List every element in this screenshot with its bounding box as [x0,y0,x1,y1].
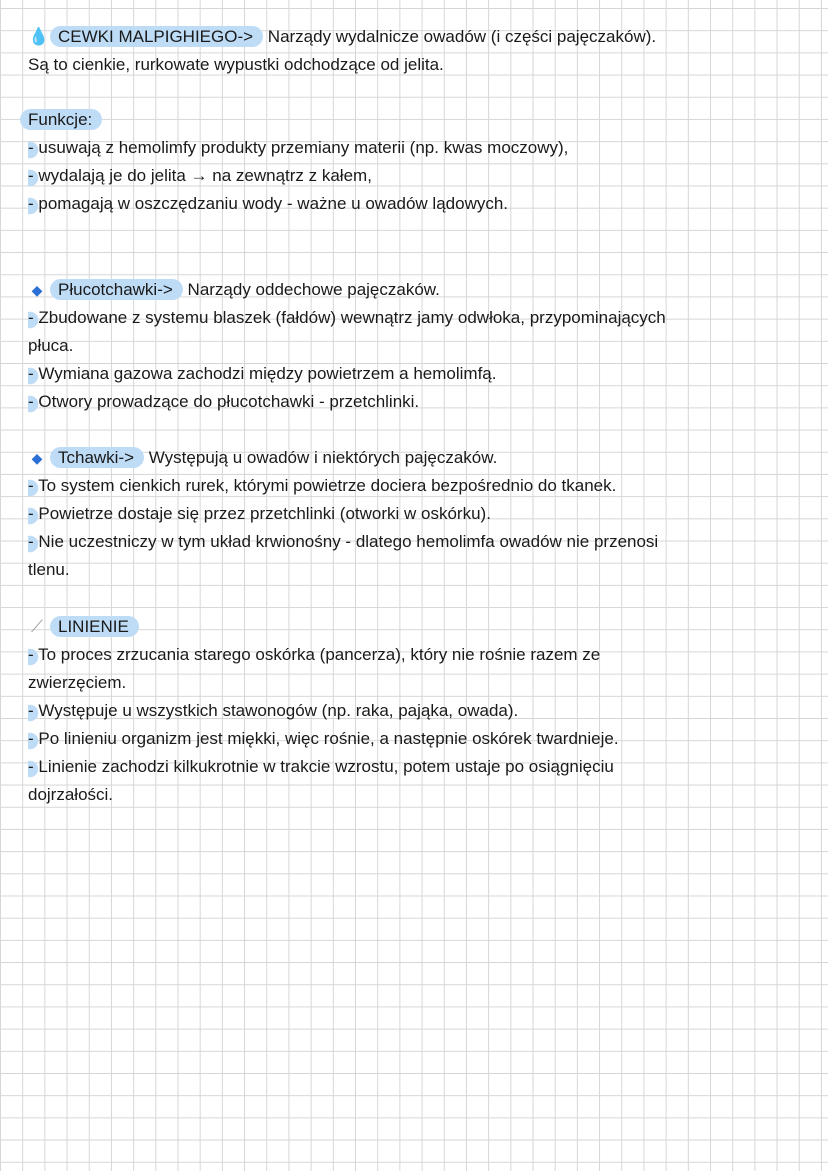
heading-highlight: LINIENIE [50,616,139,637]
text-line: Są to cienkie, rurkowate wypustki odchodzące od jelita. [28,55,444,74]
list-item-cont: zwierzęciem. [28,673,127,692]
subheading-funkcje [20,106,828,134]
list-item-cont: tlenu. [28,560,70,579]
heading-desc: Narządy wydalnicze owadów (i części pajęczaków). [263,27,657,46]
list-item: - Występuje u wszystkich stawonogów (np. raka, pająka, owada). [28,697,828,725]
diamond-icon: ◆ [31,282,43,298]
list-item: - Nie uczestniczy w tym układ krwionośny - dlatego hemolimfa owadów nie przenosi [28,528,828,556]
heading-cewki [28,23,828,51]
list-item: - wydalają je do jelita → na zewnątrz z kałem, [28,162,828,190]
list-item: - Po linieniu organizm jest miękki, więc rośnie, a następnie oskórek twardnieje. [28,725,828,753]
list-item: - usuwają z hemolimfy produkty przemiany materii (np. kwas moczowy), [28,134,828,162]
diamond-icon: ◆ [31,450,43,466]
heading-tchawki [28,444,828,472]
note-page [0,23,828,809]
list-item-cont: płuca. [28,336,74,355]
heading-highlight: Płucotchawki-> [50,279,183,300]
heading-plucotchawki [28,276,828,304]
heading-desc: Występują u owadów i niektórych pajęczaków. [144,448,498,467]
list-item: - Linienie zachodzi kilkukrotnie w trakcie wzrostu, potem ustaje po osiągnięciu [28,753,828,781]
list-item-cont: dojrzałości. [28,785,114,804]
list-item: - Wymiana gazowa zachodzi między powietrzem a hemolimfą. [28,360,828,388]
list-item: - To proces zrzucania starego oskórka (pancerza), który nie rośnie razem ze [28,641,828,669]
list-item: - Otwory prowadzące do płucotchawki - przetchlinki. [28,388,828,416]
list-item: - Zbudowane z systemu blaszek (fałdów) wewnątrz jamy odwłoka, przypominających [28,304,828,332]
heading-highlight: CEWKI MALPIGHIEGO-> [50,26,263,47]
list-item: - pomagają w oszczędzaniu wody - ważne u owadów lądowych. [28,190,828,218]
bone-icon: ⟋ [31,617,43,636]
list-item: - Powietrze dostaje się przez przetchlinki (otworki w oskórku). [28,500,828,528]
heading-desc: Narządy oddechowe pajęczaków. [182,280,440,299]
heading-highlight: Tchawki-> [50,447,144,468]
heading-linienie [28,613,828,641]
subheading-label: Funkcje: [20,109,102,130]
list-item: - To system cienkich rurek, którymi powietrze dociera bezpośrednio do tkanek. [28,472,828,500]
water-drop-icon: 💧 [28,27,50,46]
